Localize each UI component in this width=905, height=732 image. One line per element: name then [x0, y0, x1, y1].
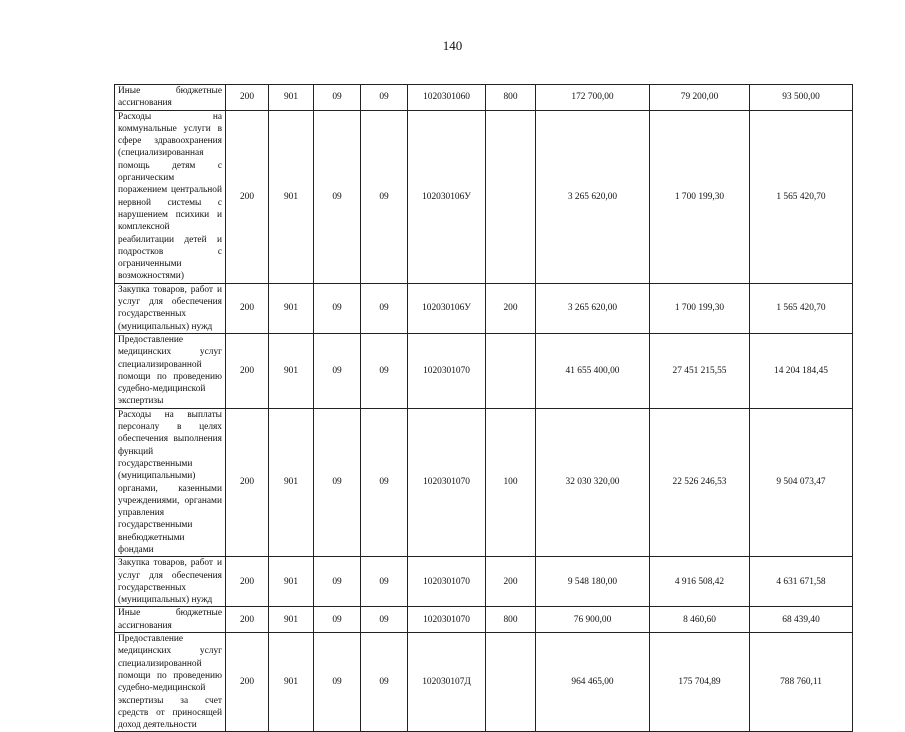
- subsection-cell: 09: [361, 110, 408, 283]
- expense-type-cell: [486, 333, 536, 408]
- code-cell: 200: [226, 110, 269, 283]
- table-row: [115, 85, 853, 111]
- section-cell: 09: [314, 85, 361, 111]
- department-cell: 901: [269, 110, 314, 283]
- code-cell: 200: [226, 85, 269, 111]
- target-article-cell: 102030106У: [408, 110, 486, 283]
- remaining-amount-cell: 1 565 420,70: [750, 283, 853, 333]
- executed-amount-cell: 8 460,60: [650, 607, 750, 633]
- subsection-cell: 09: [361, 85, 408, 111]
- target-article-cell: 102030106У: [408, 283, 486, 333]
- target-article-cell: 1020301070: [408, 557, 486, 607]
- remaining-amount-cell: 1 565 420,70: [750, 110, 853, 283]
- target-article-cell: 1020301070: [408, 408, 486, 557]
- planned-amount-cell: 3 265 620,00: [536, 110, 650, 283]
- subsection-cell: 09: [361, 408, 408, 557]
- table-body: [115, 85, 853, 732]
- code-cell: 200: [226, 333, 269, 408]
- row-description: Расходы на коммунальные услуги в сфере здравоохранения (специализированная помощь детям с органическим поражением центральной нервной системы с нарушением психики и комплексной реабилитации детей и подростков с ограниченными возможностями): [115, 110, 226, 283]
- department-cell: 901: [269, 333, 314, 408]
- section-cell: 09: [314, 557, 361, 607]
- target-article-cell: 1020301070: [408, 333, 486, 408]
- expense-type-cell: [486, 110, 536, 283]
- expense-type-cell: 200: [486, 557, 536, 607]
- section-cell: 09: [314, 408, 361, 557]
- code-cell: 200: [226, 633, 269, 732]
- subsection-cell: 09: [361, 607, 408, 633]
- table-row: [115, 283, 853, 333]
- expense-type-cell: 100: [486, 408, 536, 557]
- target-article-cell: 1020301070: [408, 607, 486, 633]
- table-row: [115, 333, 853, 408]
- remaining-amount-cell: 93 500,00: [750, 85, 853, 111]
- row-description: Иные бюджетные ассигнования: [115, 607, 226, 633]
- target-article-cell: 102030107Д: [408, 633, 486, 732]
- row-description: Иные бюджетные ассигнования: [115, 85, 226, 111]
- planned-amount-cell: 3 265 620,00: [536, 283, 650, 333]
- section-cell: 09: [314, 633, 361, 732]
- executed-amount-cell: 79 200,00: [650, 85, 750, 111]
- planned-amount-cell: 172 700,00: [536, 85, 650, 111]
- expense-type-cell: 800: [486, 85, 536, 111]
- row-description: Предоставление медицинских услуг специализированной помощи по проведению судебно-медицинской экспертизы: [115, 333, 226, 408]
- remaining-amount-cell: 14 204 184,45: [750, 333, 853, 408]
- department-cell: 901: [269, 85, 314, 111]
- executed-amount-cell: 1 700 199,30: [650, 110, 750, 283]
- row-description: Расходы на выплаты персоналу в целях обеспечения выполнения функций государственными (муниципальными) органами, казенными учреждениями, органами управления государственными внебюджетными фондами: [115, 408, 226, 557]
- page-number: 140: [442, 38, 463, 53]
- remaining-amount-cell: 4 631 671,58: [750, 557, 853, 607]
- subsection-cell: 09: [361, 633, 408, 732]
- subsection-cell: 09: [361, 283, 408, 333]
- department-cell: 901: [269, 408, 314, 557]
- subsection-cell: 09: [361, 333, 408, 408]
- expense-type-cell: 800: [486, 607, 536, 633]
- remaining-amount-cell: 788 760,11: [750, 633, 853, 732]
- planned-amount-cell: 32 030 320,00: [536, 408, 650, 557]
- section-cell: 09: [314, 333, 361, 408]
- planned-amount-cell: 41 655 400,00: [536, 333, 650, 408]
- remaining-amount-cell: 9 504 073,47: [750, 408, 853, 557]
- planned-amount-cell: 76 900,00: [536, 607, 650, 633]
- row-description: Закупка товаров, работ и услуг для обеспечения государственных (муниципальных) нужд: [115, 557, 226, 607]
- row-description: Предоставление медицинских услуг специализированной помощи по проведению судебно-медицинской экспертизы за счет средств от приносящей доход деятельности: [115, 633, 226, 732]
- code-cell: 200: [226, 283, 269, 333]
- expense-type-cell: [486, 633, 536, 732]
- section-cell: 09: [314, 283, 361, 333]
- row-description: Закупка товаров, работ и услуг для обеспечения государственных (муниципальных) нужд: [115, 283, 226, 333]
- table-row: [115, 110, 853, 283]
- subsection-cell: 09: [361, 557, 408, 607]
- planned-amount-cell: 9 548 180,00: [536, 557, 650, 607]
- department-cell: 901: [269, 557, 314, 607]
- executed-amount-cell: 27 451 215,55: [650, 333, 750, 408]
- code-cell: 200: [226, 408, 269, 557]
- expense-type-cell: 200: [486, 283, 536, 333]
- code-cell: 200: [226, 607, 269, 633]
- executed-amount-cell: 1 700 199,30: [650, 283, 750, 333]
- planned-amount-cell: 964 465,00: [536, 633, 650, 732]
- table-row: [115, 607, 853, 633]
- executed-amount-cell: 22 526 246,53: [650, 408, 750, 557]
- table-row: [115, 557, 853, 607]
- code-cell: 200: [226, 557, 269, 607]
- executed-amount-cell: 4 916 508,42: [650, 557, 750, 607]
- budget-table: [114, 84, 853, 732]
- department-cell: 901: [269, 633, 314, 732]
- department-cell: 901: [269, 283, 314, 333]
- section-cell: 09: [314, 110, 361, 283]
- section-cell: 09: [314, 607, 361, 633]
- target-article-cell: 1020301060: [408, 85, 486, 111]
- executed-amount-cell: 175 704,89: [650, 633, 750, 732]
- department-cell: 901: [269, 607, 314, 633]
- remaining-amount-cell: 68 439,40: [750, 607, 853, 633]
- table-row: [115, 633, 853, 732]
- table-row: [115, 408, 853, 557]
